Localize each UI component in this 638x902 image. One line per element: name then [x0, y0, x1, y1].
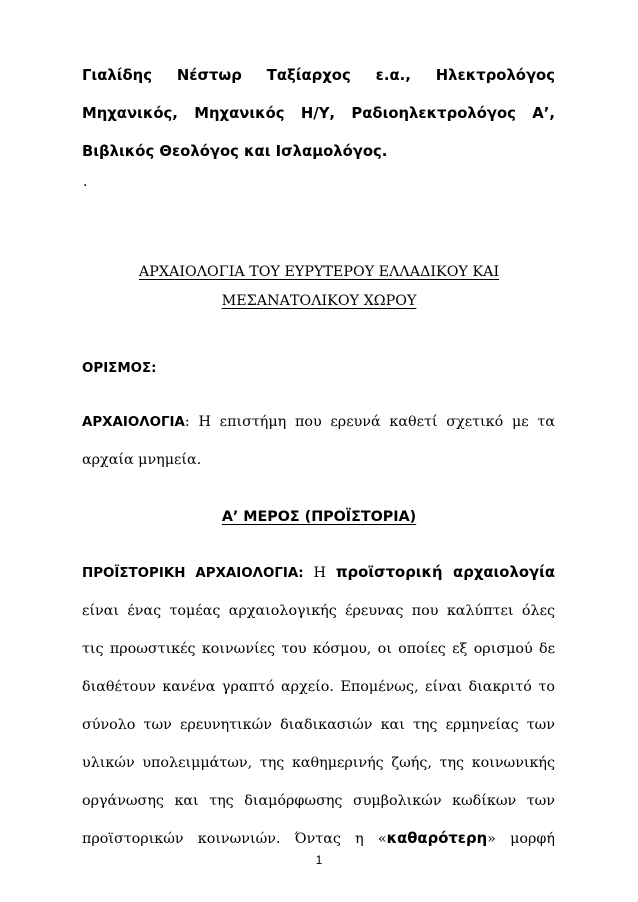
prehistoric-emphasis: προϊστορική αρχαιολογία: [335, 564, 555, 581]
prehistoric-line-2: είναι ένας τομέας αρχαιολογικής έρευνας που καλύπτει όλες: [82, 603, 555, 619]
prehistoric-line-7: οργάνωσης και της διαμόρφωσης συμβολικών κωδίκων των: [82, 793, 555, 809]
definition-heading: ΟΡΙΣΜΟΣ:: [82, 361, 157, 376]
prehistoric-last-after: » μορφή: [487, 831, 555, 847]
author-line-2: Μηχανικός, Μηχανικός Η/Υ, Ραδιοηλεκτρολόγος Α’,: [82, 105, 555, 122]
prehistoric-line-8: [82, 829, 555, 849]
prehistoric-line-4: διαθέτουν κανένα γραπτό αρχείο. Επομένως, είναι διακριτό το: [82, 679, 555, 695]
author-line-1: Γιαλίδης Νέστωρ Ταξίαρχος ε.α., Ηλεκτρολόγος: [82, 67, 555, 84]
author-line-3: Βιβλικός Θεολόγος και Ισλαμολόγος.: [82, 143, 388, 160]
prehistoric-last-before: προϊστορικών κοινωνιών. Όντας η «: [82, 831, 387, 847]
title-line-2: ΜΕΣΑΝΑΤΟΛΙΚΟΥ ΧΩΡΟΥ: [221, 293, 417, 309]
definition-text: : Η επιστήμη που ερευνά καθετί σχετικό με τα: [184, 414, 555, 430]
prehistoric-line-1: [82, 563, 555, 584]
definition-term: ΑΡΧΑΙΟΛΟΓΙΑ: [82, 415, 185, 430]
prehistoric-last-emphasis: καθαρότερη: [386, 830, 488, 847]
prehistoric-term: ΠΡΟΪΣΤΟΡΙΚΗ ΑΡΧΑΙΟΛΟΓΙΑ:: [82, 566, 304, 581]
stray-mark: .: [83, 174, 88, 190]
prehistoric-line-3: τις προωστικές κοινωνίες του κόσμου, οι οποίες εξ ορισμού δε: [82, 641, 555, 657]
prehistoric-intro: Η: [303, 565, 336, 581]
section-heading: Α’ ΜΕΡΟΣ (ΠΡΟΪΣΤΟΡΙΑ): [221, 509, 417, 525]
prehistoric-line-6: υλικών υπολειμμάτων, της καθημερινής ζωής, της κοινωνικής: [82, 755, 555, 771]
title-line-1: ΑΡΧΑΙΟΛΟΓΙΑ ΤΟΥ ΕΥΡΥΤΕΡΟΥ ΕΛΛΑΔΙΚΟΥ ΚΑΙ: [138, 264, 500, 280]
definition-line-2: αρχαία μνημεία.: [82, 452, 202, 468]
prehistoric-line-5: σύνολο των ερευνητικών διαδικασιών και της ερμηνείας των: [82, 717, 555, 733]
definition-line-1: [82, 412, 555, 433]
page-number: 1: [315, 853, 323, 867]
